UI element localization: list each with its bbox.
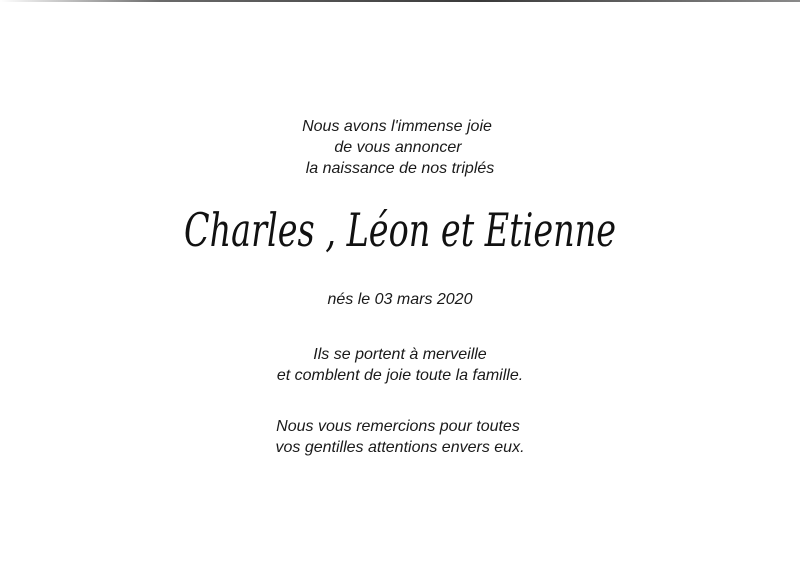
health-line-1: Ils se portent à merveille — [313, 346, 487, 363]
baby-names-heading — [0, 198, 800, 268]
intro-line-1: Nous avons l'immense joie — [302, 118, 492, 135]
intro-line-3: la naissance de nos triplés — [305, 160, 495, 177]
thanks-line-2: vos gentilles attentions envers eux. — [275, 439, 525, 456]
top-edge-line — [0, 0, 800, 2]
birth-date-line: nés le 03 mars 2020 — [327, 291, 473, 308]
baby-names-text: Charles , Léon et Etienne — [184, 203, 616, 257]
health-line-2: et comblent de joie toute la famille. — [276, 367, 524, 384]
intro-line-2: de vous annoncer — [334, 139, 462, 156]
thanks-line-1: Nous vous remercions pour toutes — [276, 418, 520, 435]
baby-names-script — [0, 198, 800, 268]
